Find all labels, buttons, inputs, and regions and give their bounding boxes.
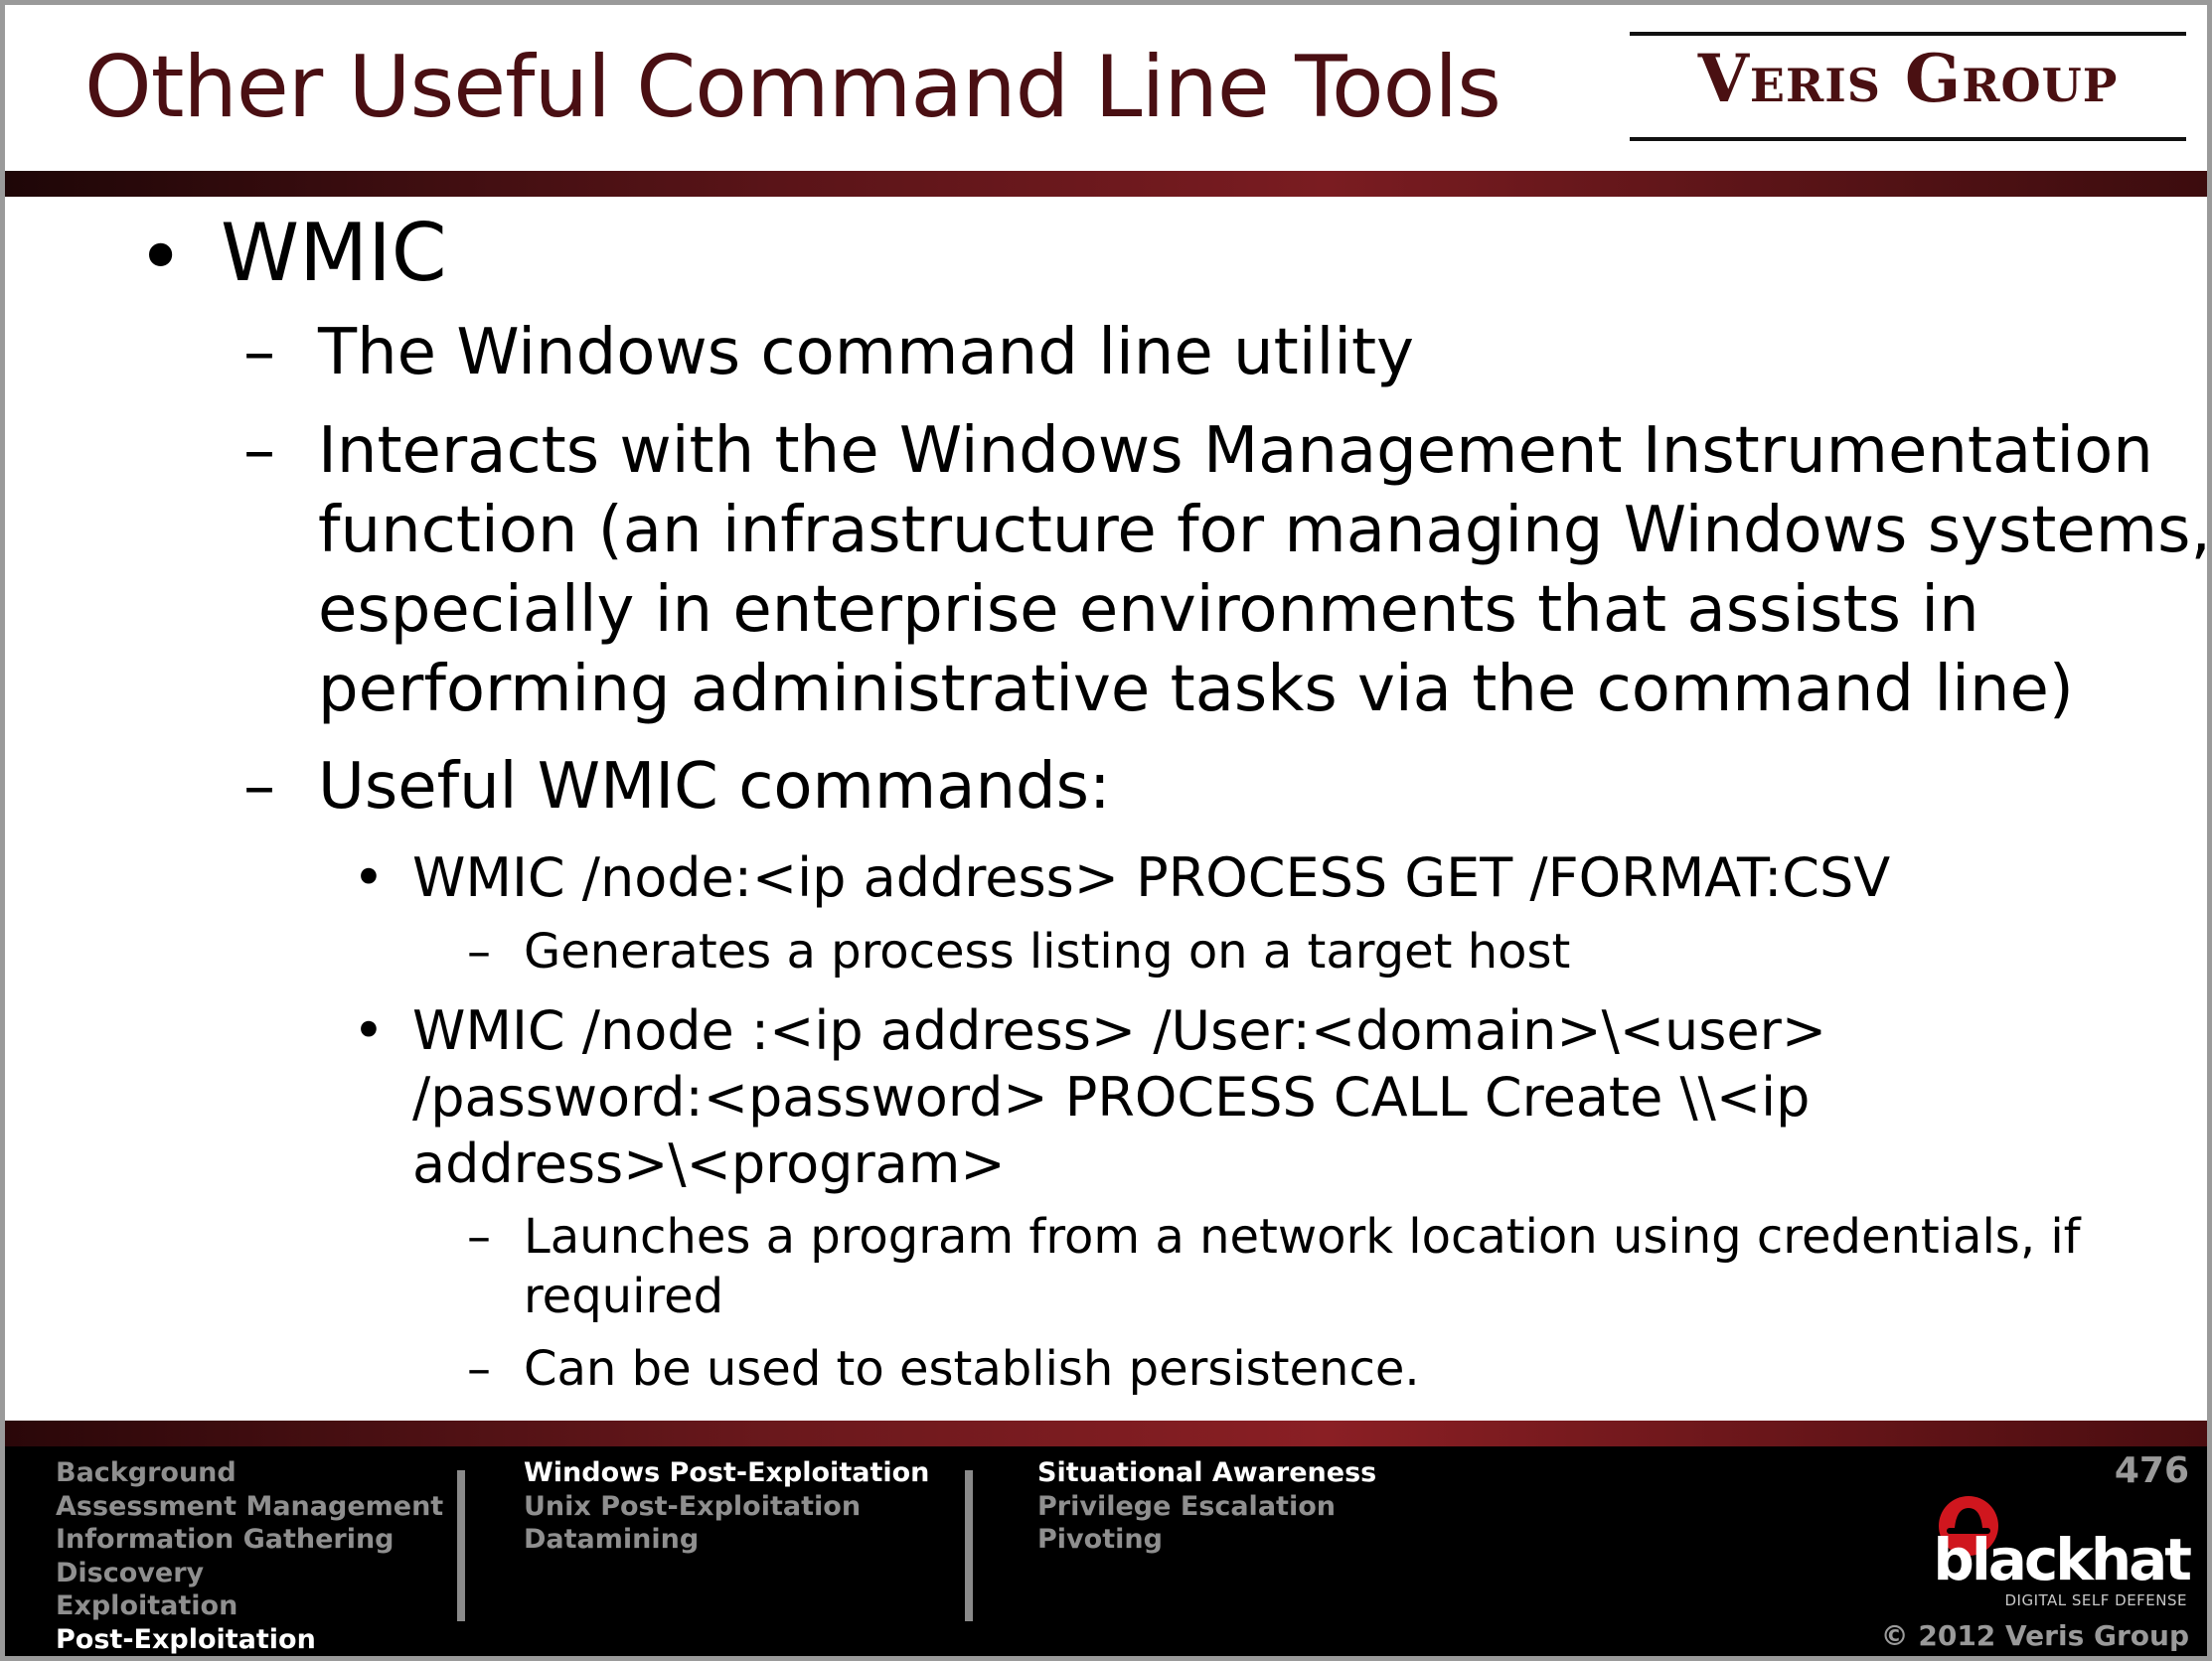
nav-divider [965,1470,973,1621]
nav-item-windows-post-exploitation[interactable]: Windows Post-Exploitation [524,1457,930,1488]
bullet-marker: • [353,846,385,909]
brand-wordmark: blackhat [1933,1526,2189,1593]
command-line: /password:<password> PROCESS CALL Create \\<ip [412,1066,1811,1129]
dash-marker: – [243,316,275,389]
nav-item-discovery[interactable]: Discovery [56,1557,205,1588]
brand-tagline: DIGITAL SELF DEFENSE [2004,1591,2187,1609]
dash-marker: – [243,414,275,488]
dash-marker: – [243,750,275,824]
nav-column-overview [56,1456,443,1656]
nav-item-pivoting[interactable]: Pivoting [1037,1524,1163,1555]
nav-item-assessment-management[interactable]: Assessment Management [56,1490,444,1522]
footer [5,1421,2207,1656]
slide-title: Other Useful Command Line Tools [84,38,1501,137]
heading-wmic: WMIC [221,207,447,299]
logo-text: Veris Group [1697,40,2119,117]
command-line: WMIC /node:<ip address> PROCESS GET /FORMAT:CSV [412,846,1891,909]
nav-item-datamining[interactable]: Datamining [524,1524,700,1555]
dash-marker: – [467,924,491,980]
bullet-marker: • [353,999,385,1062]
desc-line: especially in enterprise environments that assists in [318,573,1979,647]
command-note: Generates a process listing on a target host [524,924,1571,980]
page-number: 476 [2114,1450,2189,1491]
nav-item-situational-awareness[interactable]: Situational Awareness [1037,1457,1377,1488]
nav-item-privilege-escalation[interactable]: Privilege Escalation [1037,1490,1336,1522]
nav-column-platforms [524,1456,929,1557]
nav-item-background[interactable]: Background [56,1457,237,1488]
desc-line: function (an infrastructure for managing Windows systems, [318,494,2211,567]
nav-item-post-exploitation[interactable]: Post-Exploitation [56,1623,316,1655]
desc-line: The Windows command line utility [318,316,1414,389]
nav-divider [457,1470,465,1621]
command-note: required [524,1269,724,1324]
dash-marker: – [467,1209,491,1265]
copyright: © 2012 Veris Group [1880,1619,2189,1652]
commands-label: Useful WMIC commands: [318,750,1111,824]
nav-item-information-gathering[interactable]: Information Gathering [56,1524,395,1555]
command-note: Launches a program from a network location using credentials, if [524,1209,2081,1265]
command-line: address>\<program> [412,1132,1006,1195]
nav-column-topics [1037,1456,1376,1557]
dash-marker: – [467,1341,491,1397]
desc-line: performing administrative tasks via the command line) [318,653,2074,726]
nav-item-exploitation[interactable]: Exploitation [56,1590,238,1621]
command-note: Can be used to establish persistence. [524,1341,1420,1397]
command-line: WMIC /node :<ip address> /User:<domain>\<user> [412,999,1827,1062]
bullet-marker: • [137,211,185,303]
nav-item-unix-post-exploitation[interactable]: Unix Post-Exploitation [524,1490,862,1522]
desc-line: Interacts with the Windows Management Instrumentation [318,414,2153,488]
footer-accent-bar [5,1421,2207,1446]
